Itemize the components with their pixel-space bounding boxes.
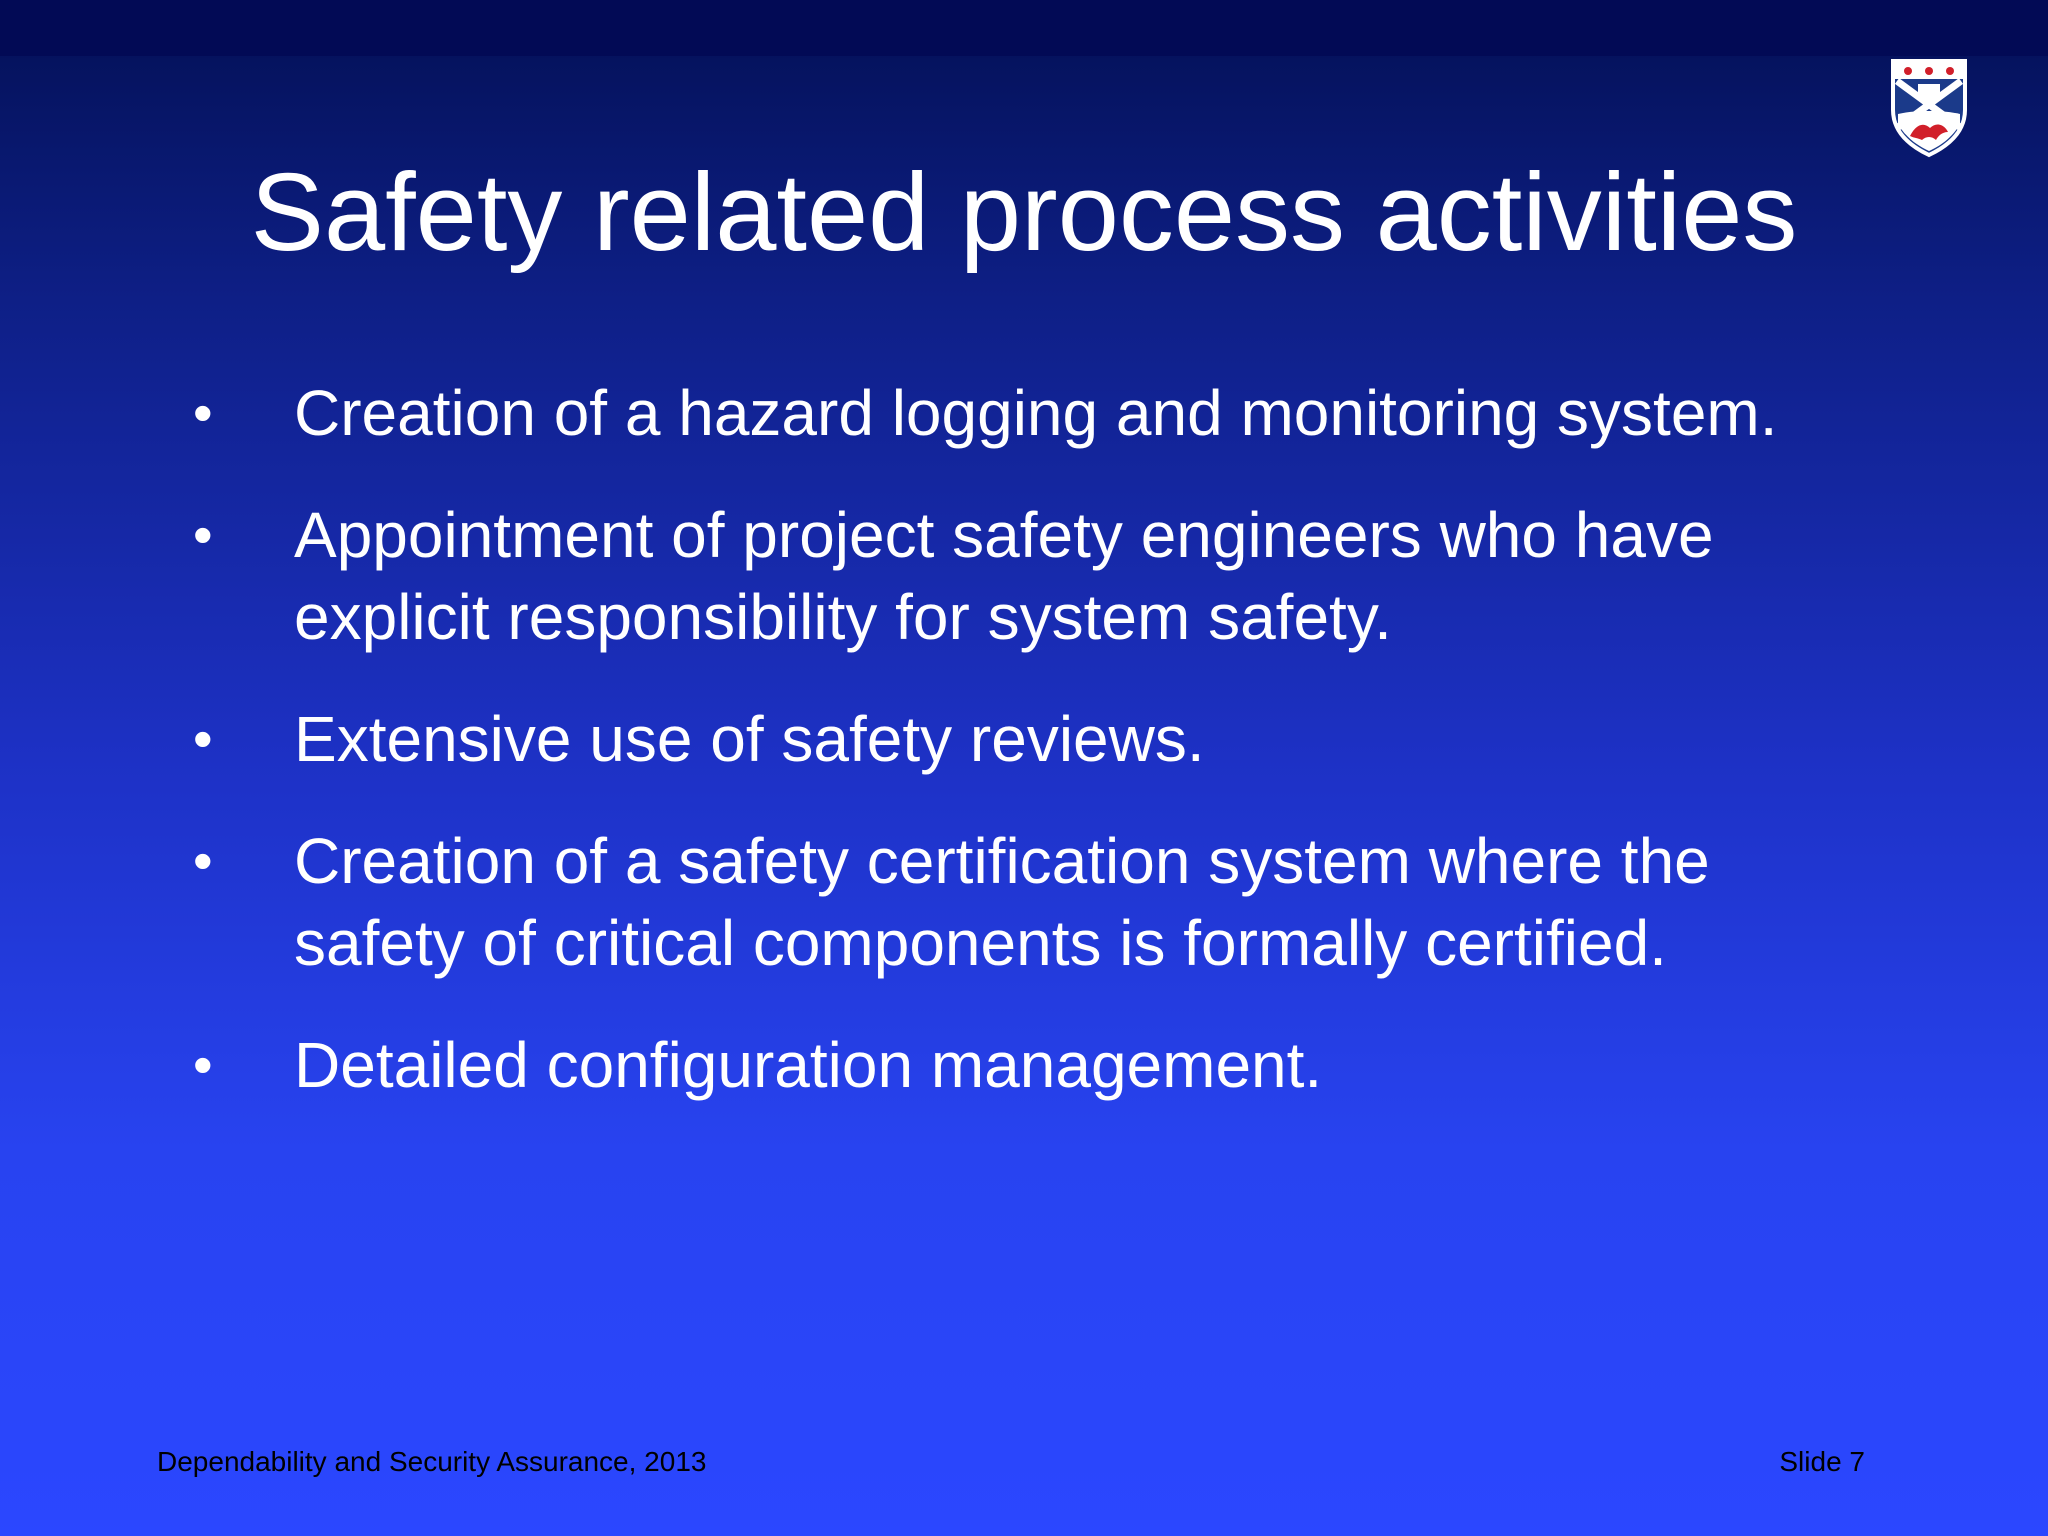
bullet-item (0, 1024, 2048, 1106)
bullet-item (0, 372, 2048, 454)
bullet-marker: • (193, 707, 213, 770)
bullet-item (0, 820, 2048, 984)
university-crest-icon (1890, 58, 1968, 158)
footer-course-title: Dependability and Security Assurance, 2013 (157, 1446, 707, 1477)
footer-slide-number: Slide 7 (1779, 1446, 1865, 1477)
bullet-marker: • (193, 503, 213, 566)
bullet-text: Appointment of project safety engineers who have explicit responsibility for system safety. (294, 499, 1714, 653)
bullet-item (0, 698, 2048, 780)
bullet-marker: • (193, 1033, 213, 1096)
bullet-item (0, 494, 2048, 658)
bullet-text: Extensive use of safety reviews. (294, 703, 1205, 775)
bullet-text: Creation of a hazard logging and monitoring system. (294, 377, 1778, 449)
slide-title: Safety related process activities (250, 151, 1798, 274)
bullet-list (0, 372, 2048, 1146)
bullet-text: Detailed configuration management. (294, 1029, 1323, 1101)
bullet-marker: • (193, 381, 213, 444)
bullet-text: Creation of a safety certification system where the safety of critical components is formally certified. (294, 825, 1710, 979)
top-band (0, 0, 2048, 56)
bullet-marker: • (193, 829, 213, 892)
